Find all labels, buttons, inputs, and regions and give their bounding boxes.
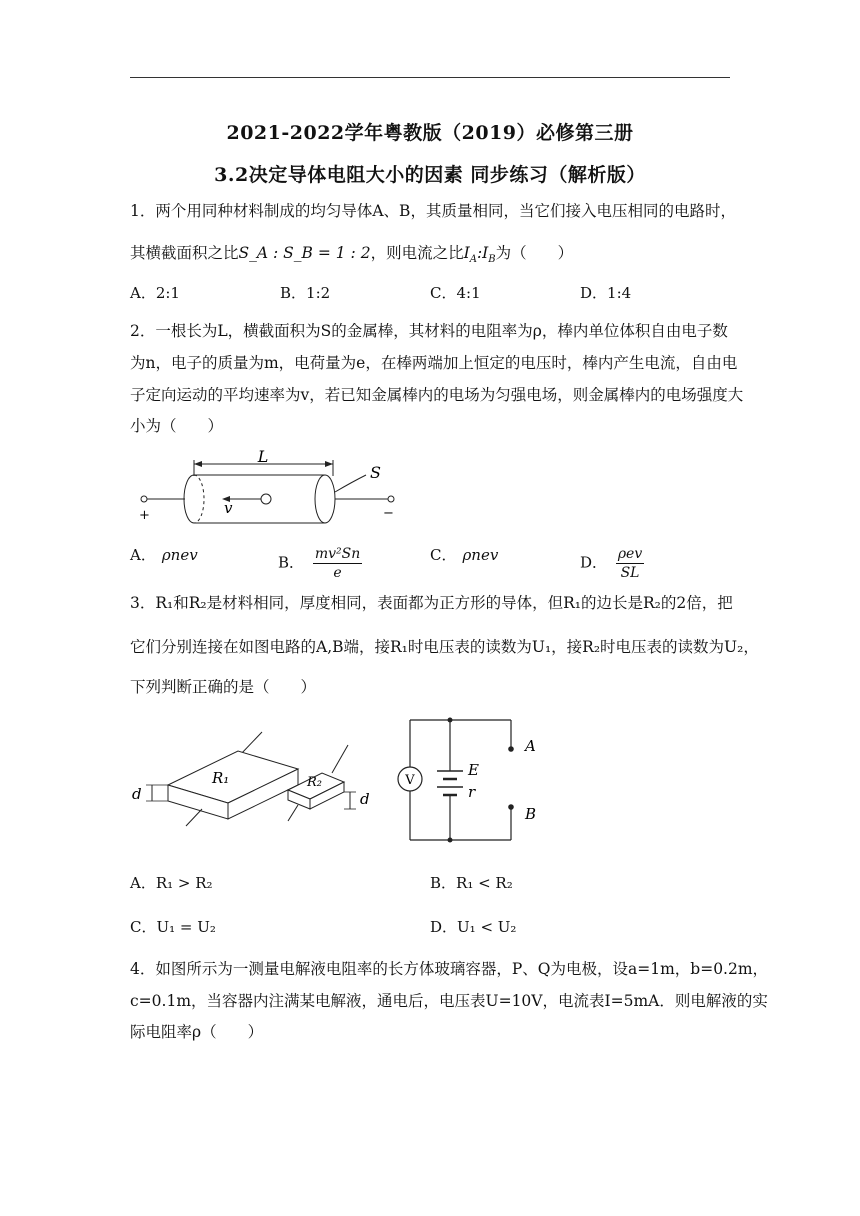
rod-right-face xyxy=(315,475,335,523)
doc-subtitle: 3.2决定导体电阻大小的因素 同步练习（解析版） xyxy=(214,164,646,186)
q3-option-c[interactable]: C．U₁ = U₂ xyxy=(130,918,216,936)
q2-option-a[interactable]: A． ρnev xyxy=(130,546,198,564)
q3-option-a[interactable]: A．R₁ > R₂ xyxy=(130,874,213,892)
q2-option-d-fraction: ρev SL xyxy=(617,546,643,581)
rod-left-hidden-edge xyxy=(194,475,204,523)
q1-line-2b: ，则电流之比 xyxy=(370,244,464,262)
q1-option-a[interactable]: A．2:1 xyxy=(130,284,180,302)
q2-option-d[interactable]: D． ρev SL xyxy=(580,546,643,581)
r1-thickness-label: d xyxy=(132,785,142,803)
metal-rod-figure xyxy=(130,448,410,528)
q4-line-2: c=0.1m，当容器内注满某电解液，通电后，电压表U=10V，电流表I=5mA．则电解液的实 xyxy=(130,992,768,1010)
dim-arrow-left xyxy=(194,461,202,467)
minus-sign: − xyxy=(383,506,394,521)
terminal-b-label: B xyxy=(525,805,537,823)
q2-option-b-fraction: $\frac{\text{mv²Sn}}{e}$ xyxy=(314,546,361,581)
terminal-right xyxy=(388,496,394,502)
q1-line-1: 1．两个用同种材料制成的均匀导体A、B，其质量相同，当它们接入电压相同的电路时， xyxy=(130,202,736,220)
r2-lead-bottom xyxy=(288,805,298,821)
q3-option-d[interactable]: D．U₁ < U₂ xyxy=(430,918,517,936)
terminal-a-dot xyxy=(508,746,514,752)
area-label: S xyxy=(370,463,381,482)
header-rule xyxy=(130,77,730,78)
q1-line-2c: 为（ ） xyxy=(495,244,574,262)
q1-option-d[interactable]: D．1:4 xyxy=(580,284,632,302)
plus-sign: + xyxy=(139,508,150,523)
q3-line-2: 它们分别连接在如图电路的A,B端，接R₁时电压表的读数为U₁，接R₂时电压表的读数为U₂， xyxy=(130,638,759,656)
rod-left-face xyxy=(184,475,194,523)
q1-option-c[interactable]: C．4:1 xyxy=(430,284,481,302)
internal-resistance-label: r xyxy=(468,783,476,801)
circuit-figure xyxy=(395,715,555,845)
area-leader-line xyxy=(335,475,366,492)
q1-line-2 xyxy=(130,243,573,270)
doc-title: 2021-2022学年粤教版（2019）必修第三册 xyxy=(226,122,634,144)
q1-option-b[interactable]: B．1:2 xyxy=(280,284,331,302)
length-label: L xyxy=(257,447,269,466)
resistor-blocks-figure xyxy=(130,725,380,830)
q2-line-1: 2．一根长为L，横截面积为S的金属棒，其材料的电阻率为ρ，棒内单位体积自由电子数 xyxy=(130,322,728,340)
r2-thickness-label: d xyxy=(360,790,370,808)
terminal-left xyxy=(141,496,147,502)
electron-circle xyxy=(261,494,271,504)
q2-line-4: 小为（ ） xyxy=(130,417,224,435)
q1-current-ratio: $I_A:I_B$ xyxy=(463,244,496,266)
voltmeter-label: V xyxy=(405,773,415,788)
q4-line-1: 4．如图所示为一测量电解液电阻率的长方体玻璃容器，P、Q为电极，设a=1m，b=0.2m， xyxy=(130,960,769,978)
terminal-b-dot xyxy=(508,804,514,810)
r1-label: R₁ xyxy=(212,769,230,787)
terminal-a-label: A xyxy=(525,737,536,755)
velocity-label: v xyxy=(224,499,233,517)
q2-option-b[interactable]: B． $\frac{\text{mv²Sn}}{e}$ xyxy=(278,546,361,581)
q1-line-2a: 其横截面积之比 xyxy=(130,244,239,262)
q3-option-b[interactable]: B．R₁ < R₂ xyxy=(430,874,513,892)
q2-line-2: 为n，电子的质量为m，电荷量为e，在棒两端加上恒定的电压时，棒内产生电流，自由电 xyxy=(130,354,738,372)
dim-arrow-right xyxy=(325,461,333,467)
q2-line-3: 子定向运动的平均速率为v，若已知金属棒内的电场为匀强电场，则金属棒内的电场强度大 xyxy=(130,386,744,404)
q3-line-3: 下列判断正确的是（ ） xyxy=(130,678,317,696)
q2-option-c[interactable]: C． ρnev xyxy=(430,546,499,564)
r2-label: R₂ xyxy=(307,775,322,790)
emf-label: E xyxy=(468,761,479,779)
r1-lead-top xyxy=(240,732,262,755)
r2-lead-top xyxy=(332,745,348,773)
q1-area-ratio: S_A : S_B = 1 : 2 xyxy=(238,244,371,262)
q3-line-1: 3．R₁和R₂是材料相同，厚度相同，表面都为正方形的导体，但R₁的边长是R₂的2倍，把 xyxy=(130,594,733,612)
q4-line-3: 际电阻率ρ（ ） xyxy=(130,1023,264,1041)
r1-lead-bottom xyxy=(186,809,202,826)
